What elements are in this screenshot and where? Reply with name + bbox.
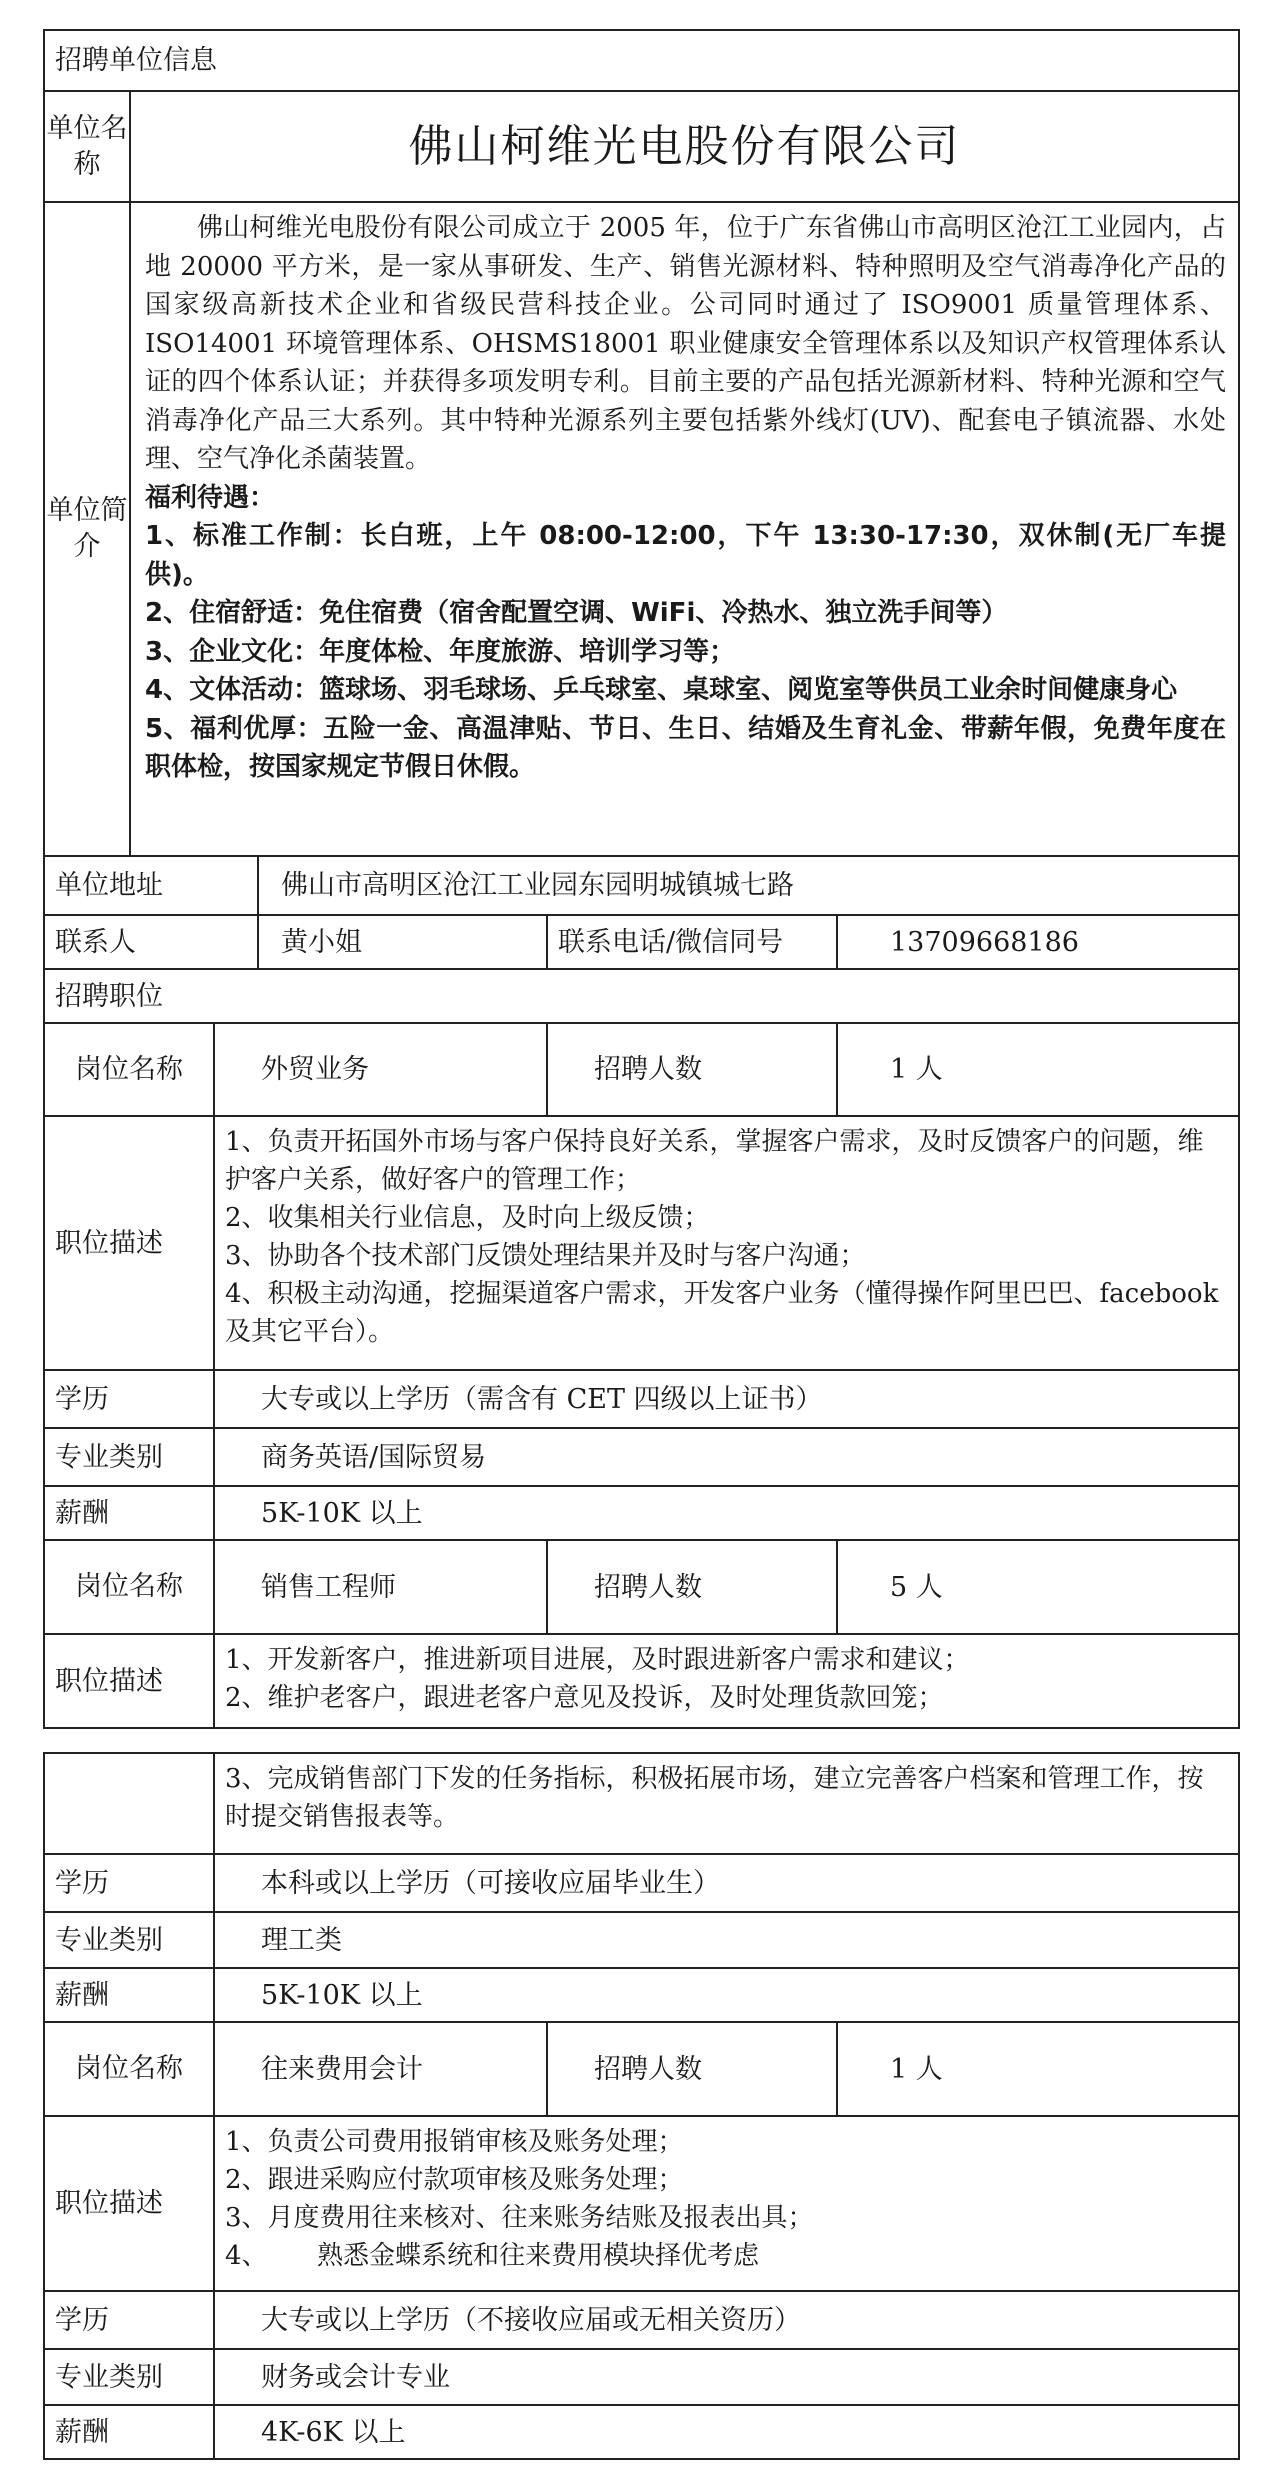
company-intro-label: 单位简介 xyxy=(46,495,128,562)
job3-major: 财务或会计专业 xyxy=(213,2350,1238,2404)
contact-label: 联系人 xyxy=(55,926,136,958)
job2-desc-1: 1、开发新客户，推进新项目进展，及时跟进新客户需求和建议； xyxy=(225,1645,970,1675)
job2-desc-cont: 3、完成销售部门下发的任务指标，积极拓展市场，建立完善客户档案和管理工作，按时提交销售报表等。 xyxy=(213,1754,1238,1853)
job1-title: 外贸业务 xyxy=(213,1024,546,1115)
contact-value: 黄小姐 xyxy=(257,916,546,968)
job3-salary: 4K-6K 以上 xyxy=(213,2406,1238,2458)
address-label: 单位地址 xyxy=(55,870,163,901)
position-label: 岗位名称 xyxy=(75,1053,183,1085)
job3-title: 往来费用会计 xyxy=(213,2023,546,2115)
major-label: 专业类别 xyxy=(55,1441,163,1473)
benefit-item-5: 5、福利优厚：五险一金、高温津贴、节日、生日、结婚及生育礼金、带薪年假，免费年度在职体检，按国家规定节假日休假。 xyxy=(145,713,1226,782)
job3-edu: 大专或以上学历（不接收应届或无相关资历） xyxy=(213,2292,1238,2348)
job3-desc xyxy=(213,2117,1238,2290)
phone-value: 13709668186 xyxy=(836,916,1238,968)
job2-salary: 5K-10K 以上 xyxy=(213,1969,1238,2021)
job3-desc-3: 3、月度费用往来核对、往来账务结账及报表出具； xyxy=(225,2203,814,2233)
job1-desc-1: 1、负责开拓国外市场与客户保持良好关系，掌握客户需求，及时反馈客户的问题，维护客户关系，做好客户的管理工作； xyxy=(225,1127,1204,1195)
job1-desc-4: 4、积极主动沟通，挖掘渠道客户需求，开发客户业务（懂得操作阿里巴巴、facebook 及其它平台）。 xyxy=(225,1279,1219,1347)
company-name-label: 单位名称 xyxy=(46,112,128,180)
position-label: 岗位名称 xyxy=(75,1571,183,1602)
jobs-header: 招聘职位 xyxy=(55,980,163,1012)
job2-major: 理工类 xyxy=(213,1913,1238,1967)
recruitment-table-part2 xyxy=(43,1752,1240,2460)
position-label: 岗位名称 xyxy=(75,2053,183,2084)
count-label: 招聘人数 xyxy=(546,1541,836,1633)
benefit-item-2: 2、住宿舒适：免住宿费（宿舍配置空调、WiFi、冷热水、独立洗手间等） xyxy=(145,598,1008,628)
job2-count: 5 人 xyxy=(836,1541,1238,1633)
desc-label: 职位描述 xyxy=(55,2188,163,2219)
job2-desc-2: 2、维护老客户，跟进老客户意见及投诉，及时处理货款回笼； xyxy=(225,1683,944,1713)
salary-label: 薪酬 xyxy=(55,1979,109,2011)
benefits-title: 福利待遇： xyxy=(145,482,276,513)
benefit-item-4: 4、文体活动：篮球场、羽毛球场、乒乓球室、桌球室、阅览室等供员工业余时间健康身心 xyxy=(145,675,1178,705)
desc-label: 职位描述 xyxy=(55,1227,163,1259)
major-label: 专业类别 xyxy=(55,2361,163,2393)
edu-label: 学历 xyxy=(55,1383,109,1415)
phone-label: 联系电话/微信同号 xyxy=(546,916,836,968)
company-intro-cell xyxy=(129,203,1238,855)
desc-cont-label-cell xyxy=(45,1754,213,1853)
job3-desc-1: 1、负责公司费用报销审核及账务处理； xyxy=(225,2127,684,2157)
job2-desc xyxy=(213,1635,1238,1727)
count-label: 招聘人数 xyxy=(546,1024,836,1115)
job3-desc-4: 4、 熟悉金蝶系统和往来费用模块择优考虑 xyxy=(225,2241,760,2271)
job2-edu: 本科或以上学历（可接收应届毕业生） xyxy=(213,1855,1238,1911)
salary-label: 薪酬 xyxy=(55,1497,109,1529)
count-label: 招聘人数 xyxy=(546,2023,836,2115)
job3-desc-2: 2、跟进采购应付款项审核及账务处理； xyxy=(225,2165,684,2195)
job1-edu: 大专或以上学历（需含有 CET 四级以上证书） xyxy=(213,1371,1238,1427)
benefit-item-1: 1、标准工作制：长白班，上午 08:00-12:00，下午 13:30-17:30，双休制(无厂车提供)。 xyxy=(145,521,1226,590)
job2-title: 销售工程师 xyxy=(213,1541,546,1633)
edu-label: 学历 xyxy=(55,2304,109,2336)
job3-count: 1 人 xyxy=(836,2023,1238,2115)
benefit-item-3: 3、企业文化：年度体检、年度旅游、培训学习等； xyxy=(145,636,736,667)
job1-desc-2: 2、收集相关行业信息，及时向上级反馈； xyxy=(225,1203,710,1233)
job1-major: 商务英语/国际贸易 xyxy=(213,1429,1238,1485)
job1-salary: 5K-10K 以上 xyxy=(213,1487,1238,1539)
company-intro-text: 佛山柯维光电股份有限公司成立于 2005 年，位于广东省佛山市高明区沧江工业园内，占地 20000 平方米，是一家从事研发、生产、销售光源材料、特种照明及空气消毒净化产品的国家级高新技术企业和省级民营科技企业。公司同时通过了 ISO9001 质量管理体系、ISO14001 环境管理体系、OHSMS18001 职业健康安全管理体系以及知识产权管理体系认证的四个体系认证；并获得多项发明专利。目前主要的产品包括光源新材料、特种光源和空气消毒净化产品三大系列。其中特种光源系列主要包括紫外线灯(UV)、配套电子镇流器、水处理、空气净化杀菌装置。 xyxy=(145,213,1226,474)
salary-label: 薪酬 xyxy=(55,2416,109,2448)
desc-label: 职位描述 xyxy=(55,1665,163,1697)
job1-desc-3: 3、协助各个技术部门反馈处理结果并及时与客户沟通； xyxy=(225,1241,866,1271)
address-value: 佛山市高明区沧江工业园东园明城镇城七路 xyxy=(257,857,1238,914)
job1-desc xyxy=(213,1117,1238,1369)
recruitment-table-part1 xyxy=(43,29,1240,1729)
edu-label: 学历 xyxy=(55,1867,109,1899)
company-name: 佛山柯维光电股份有限公司 xyxy=(129,92,1238,201)
major-label: 专业类别 xyxy=(55,1924,163,1956)
section-header: 招聘单位信息 xyxy=(55,45,217,76)
job1-count: 1 人 xyxy=(836,1024,1238,1115)
